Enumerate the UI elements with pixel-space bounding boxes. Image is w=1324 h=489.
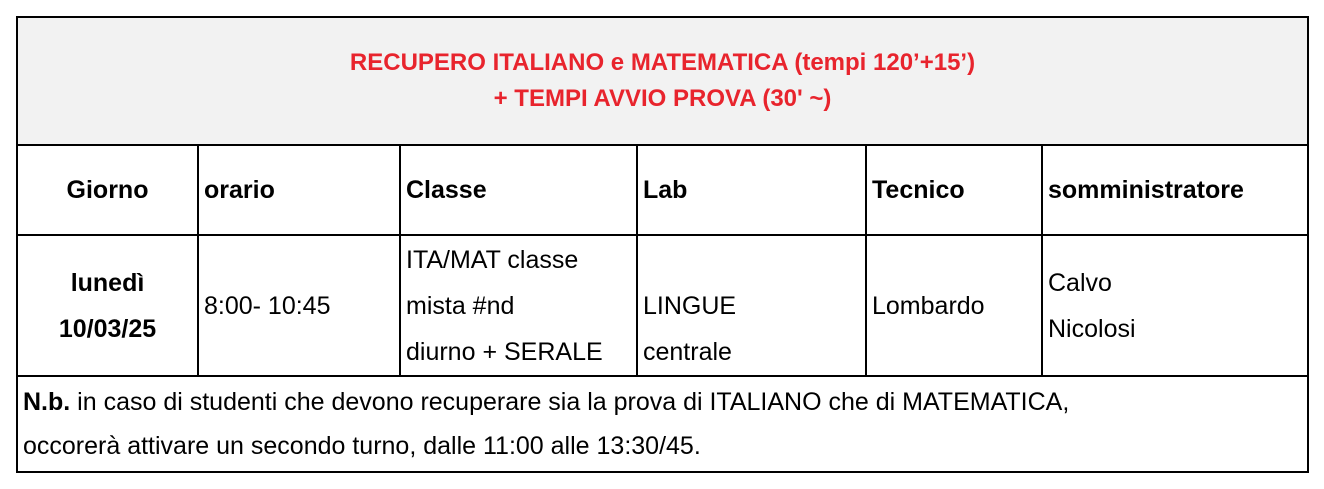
note-text-1: in caso di studenti che devono recuperare sia la prova di ITALIANO che di MATEMATICA, [70,388,1070,416]
somm-line-1: Calvo [1048,268,1112,297]
giorno-day: lunedì [70,268,145,297]
giorno-date: 10/03/25 [58,314,157,343]
lab-line-1: LINGUE [643,292,737,320]
classe-line-2: mista #nd [406,291,515,320]
cell-classe [400,235,637,376]
cell-orario: 8:00- 10:45 [198,235,400,376]
note-label: N.b. [23,388,71,416]
note-line-1 [23,380,1307,424]
note-line-2: occorerà attivare un secondo turno, dalle 11:00 alle 13:30/45. [23,432,701,460]
classe-line-3: diurno + SERALE [406,337,603,366]
title-line-2: + TEMPI AVVIO PROVA (30' ~) [493,85,832,112]
lab-line-2: centrale [643,338,732,366]
classe-line-1: ITA/MAT classe [406,245,579,274]
header-row [17,145,1308,235]
title-line-1: RECUPERO ITALIANO e MATEMATICA (tempi 120’+15’) [349,49,976,76]
header-classe: Classe [400,145,637,235]
header-somministratore: somministratore [1042,145,1308,235]
header-lab: Lab [637,145,866,235]
cell-lab [637,235,866,376]
header-giorno: Giorno [17,145,198,235]
somm-line-2: Nicolosi [1048,314,1136,343]
schedule-table [16,16,1309,473]
cell-giorno [17,235,198,376]
title-cell [17,17,1308,145]
cell-tecnico: Lombardo [866,235,1042,376]
table-row [17,235,1308,376]
note-cell [17,376,1308,472]
cell-somministratore [1042,235,1308,376]
header-tecnico: Tecnico [866,145,1042,235]
header-orario: orario [198,145,400,235]
